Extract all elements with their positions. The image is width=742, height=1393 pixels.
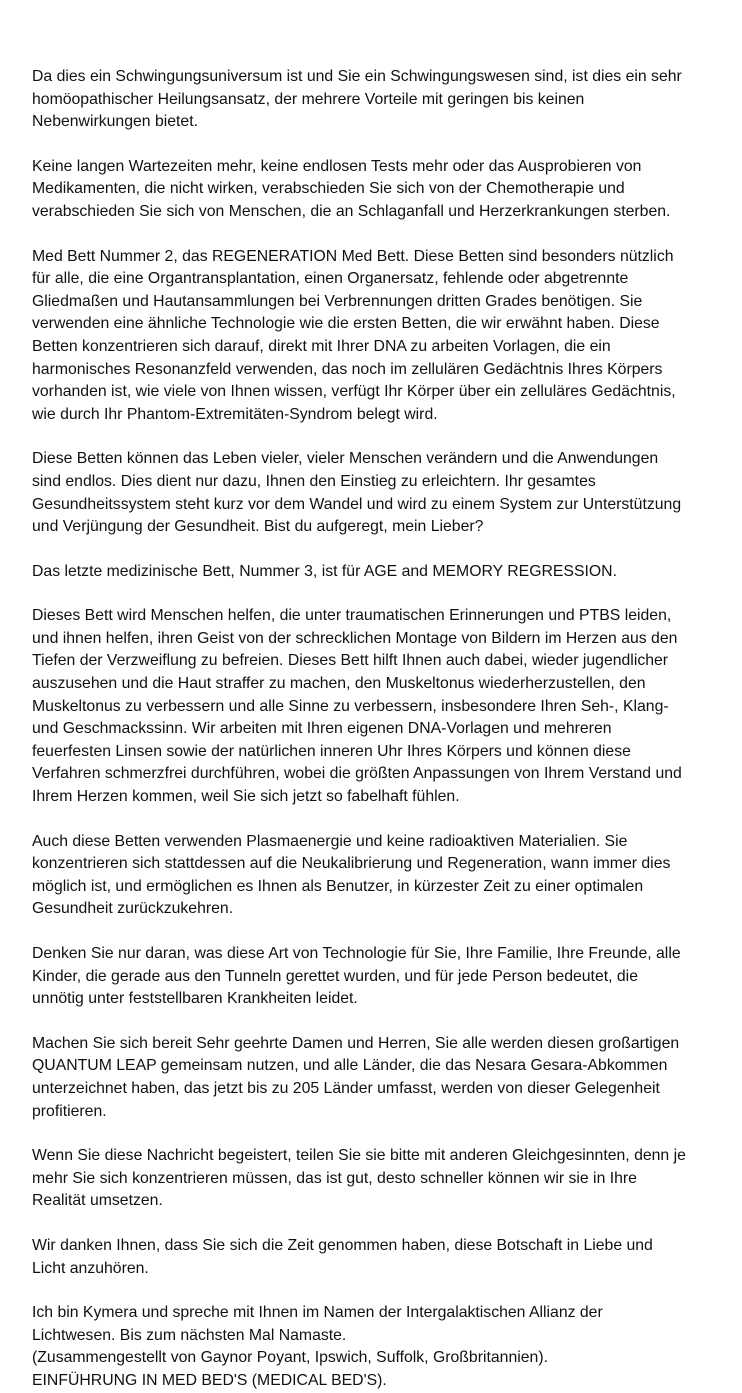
paragraph-12: Ich bin Kymera und spreche mit Ihnen im Namen der Intergalaktischen Allianz der Lichtwesen. Bis zum nächsten Mal Namaste. (Zusammengestellt von Gaynor Poyant, Ipswich, Suffolk, Großbritannien). EINFÜHRUNG IN MED BED'S (MEDICAL BED'S). bbox=[32, 1304, 603, 1389]
paragraph-8: Denken Sie nur daran, was diese Art von Technologie für Sie, Ihre Familie, Ihre Freunde, alle Kinder, die gerade aus den Tunneln gerettet wurden, und für jede Person bedeutet, die unnötig unter feststellbaren Krankheiten leidet. bbox=[32, 945, 681, 1008]
document-page bbox=[32, 66, 722, 1393]
paragraph-11: Wir danken Ihnen, dass Sie sich die Zeit genommen haben, diese Botschaft in Liebe und Licht anzuhören. bbox=[32, 1236, 653, 1277]
paragraph-2: Keine langen Wartezeiten mehr, keine endlosen Tests mehr oder das Ausprobieren von Medikamenten, die nicht wirken, verabschieden Sie sich von der Chemotherapie und verabschieden Sie sich von Menschen, die an Schlaganfall und Herzerkrankungen sterben. bbox=[32, 157, 671, 220]
paragraph-5: Das letzte medizinische Bett, Nummer 3, ist für AGE and MEMORY REGRESSION. bbox=[32, 562, 617, 580]
paragraph-9: Machen Sie sich bereit Sehr geehrte Damen und Herren, Sie alle werden diesen großartigen QUANTUM LEAP gemeinsam nutzen, und alle Länder, die das Nesara Gesara-Abkommen unterzeichnet haben, das jetzt bis zu 205 Länder umfasst, werden von dieser Gelegenheit profitieren. bbox=[32, 1034, 680, 1120]
paragraph-4: Diese Betten können das Leben vieler, vieler Menschen verändern und die Anwendungen sind endlos. Dies dient nur dazu, Ihnen den Einstieg zu erleichtern. Ihr gesamtes Gesundheitssystem steht kurz vor dem Wandel und wird zu einem System zur Unterstützung und Verjüngung der Gesundheit. Bist du aufgeregt, mein Lieber? bbox=[32, 450, 682, 536]
paragraph-10: Wenn Sie diese Nachricht begeistert, teilen Sie sie bitte mit anderen Gleichgesinnten, denn je mehr Sie sich konzentrieren müssen, das ist gut, desto schneller können wir sie in Ihre Realität umsetzen. bbox=[32, 1147, 686, 1210]
paragraph-7: Auch diese Betten verwenden Plasmaenergie und keine radioaktiven Materialien. Sie konzentrieren sich stattdessen auf die Neukalibrierung und Regeneration, wann immer dies möglich ist, und ermöglichen es Ihnen als Benutzer, in kürzester Zeit zu einer optimalen Gesundheit zurückzukehren. bbox=[32, 832, 671, 918]
paragraph-1: Da dies ein Schwingungsuniversum ist und Sie ein Schwingungswesen sind, ist dies ein sehr homöopathischer Heilungsansatz, der mehrere Vorteile mit geringen bis keinen Nebenwirkungen bietet. bbox=[32, 68, 682, 131]
paragraph-6: Dieses Bett wird Menschen helfen, die unter traumatischen Erinnerungen und PTBS leiden, und ihnen helfen, ihren Geist von der schrecklichen Montage von Bildern im Herzen aus den Tiefen der Verzweiflung zu befreien. Dieses Bett hilft Ihnen auch dabei, wieder jugendlicher auszusehen und die Haut straffer zu machen, den Muskeltonus wiederherzustellen, den Muskeltonus zu verbessern und alle Sinne zu verbessern, insbesondere Ihren Seh-, Klang- und Geschmackssinn. Wir arbeiten mit Ihren eigenen DNA-Vorlagen und mehreren feuerfesten Linsen sowie der natürlichen inneren Uhr Ihres Körpers und können diese Verfahren schmerzfrei durchführen, wobei die größten Anpassungen von Ihrem Verstand und Ihrem Herzen kommen, weil Sie sich jetzt so fabelhaft fühlen. bbox=[32, 607, 682, 806]
paragraph-3: Med Bett Nummer 2, das REGENERATION Med Bett. Diese Betten sind besonders nützlich für alle, die eine Organtransplantation, einen Organersatz, fehlende oder abgetrennte Gliedmaßen und Hautansammlungen bei Verbrennungen dritten Grades benötigen. Sie verwenden eine ähnliche Technologie wie die ersten Betten, die wir erwähnt haben. Diese Betten konzentrieren sich darauf, direkt mit Ihrer DNA zu arbeiten Vorlagen, die ein harmonisches Resonanzfeld verwenden, das noch im zellulären Gedächtnis Ihres Körpers vorhanden ist, wie viele von Ihnen wissen, verfügt Ihr Körper über ein zelluläres Gedächtnis, wie durch Ihr Phantom-Extremitäten-Syndrom belegt wird. bbox=[32, 247, 676, 423]
